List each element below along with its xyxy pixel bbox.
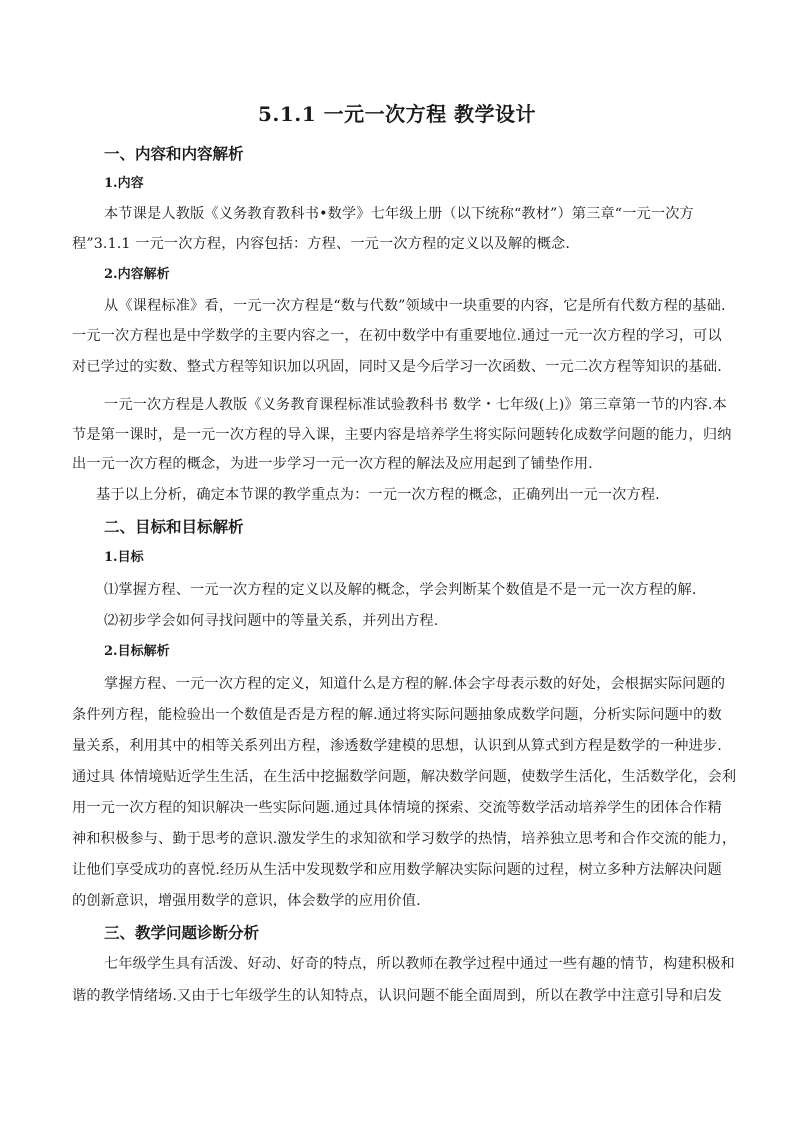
paragraph-line: 程”3.1.1 一元一次方程，内容包括：方程、一元一次方程的定义以及解的概念. — [72, 236, 571, 252]
paragraph-line: 从《课程标准》看，一元一次方程是“数与代数”领域中一块重要的内容，它是所有代数方程的基础. — [104, 298, 726, 314]
section-heading-content: 一、内容和内容解析 — [104, 144, 244, 163]
paragraph-line: 的创新意识，增强用数学的意识，体会数学的应用价值. — [72, 893, 421, 909]
paragraph-line: ⑵初步学会如何寻找问题中的等量关系，并列出方程. — [104, 613, 439, 629]
paragraph-line: 出一元一次方程的概念，为进一步学习一元一次方程的解法及应用起到了铺垫作用. — [72, 456, 593, 472]
paragraph-line: 七年级学生具有活泼、好动、好奇的特点，所以教师在教学过程中通过一些有趣的情节，构建积极和 — [104, 956, 735, 972]
paragraph-line: ⑴掌握方程、一元一次方程的定义以及解的概念，学会判断某个数值是不是一元一次方程的解. — [104, 582, 697, 598]
paragraph-line: 用一元一次方程的知识解决一些实际问题.通过具体情境的探索、交流等数学活动培养学生的团体合作精 — [72, 800, 722, 816]
paragraph-line: 让他们享受成功的喜悦.经历从生活中发现数学和应用数学解决实际问题的过程，树立多种方法解决问题 — [72, 862, 722, 878]
section-heading-diagnosis: 三、教学问题诊断分析 — [104, 923, 260, 942]
subheading-goals-analysis: 2.目标解析 — [104, 644, 170, 659]
subheading-content-analysis: 2.内容解析 — [104, 267, 170, 282]
paragraph-line: 节是第一课时，是一元一次方程的导入课，主要内容是培养学生将实际问题转化成数学问题的能力，归纳 — [72, 427, 732, 443]
paragraph-line: 谐的教学情绪场.又由于七年级学生的认知特点，认识问题不能全面周到，所以在教学中注意引导和启发 — [72, 988, 722, 1004]
paragraph-line: 量关系，利用其中的相等关系列出方程，渗透数学建模的思想，认识到从算式到方程是数学的一种进步. — [72, 738, 722, 754]
paragraph-line: 通过具 体情境贴近学生生活，在生活中挖掘数学问题，解决数学问题，使数学生活化，生活数学化，会利 — [72, 769, 737, 785]
paragraph-line: 基于以上分析，确定本节课的教学重点为：一元一次方程的概念，正确列出一元一次方程. — [96, 487, 660, 503]
paragraph-line: 一元一次方程是人教版《义务教育课程标准试验教科书 数学・七年级(上)》第三章第一节的内容.本 — [104, 397, 727, 413]
paragraph-line: 神和积极参与、勤于思考的意识.激发学生的求知欲和学习数学的热情，培养独立思考和合作交流的能力， — [72, 831, 737, 847]
document-title: 5.1.1 一元一次方程 教学设计 — [257, 102, 537, 126]
paragraph-line: 对已学过的实数、整式方程等知识加以巩固，同时又是今后学习一次函数、一元二次方程等知识的基础. — [72, 359, 722, 375]
paragraph-line: 条件列方程，能检验出一个数值是否是方程的解.通过将实际问题抽象成数学问题，分析实际问题中的数 — [72, 707, 722, 723]
paragraph-line: 掌握方程、一元一次方程的定义，知道什么是方程的解.体会字母表示数的好处，会根据实际问题的 — [104, 676, 726, 692]
section-heading-goals: 二、目标和目标解析 — [104, 517, 244, 536]
paragraph-line: 本节课是人教版《义务教育教科书•数学》七年级上册（以下统称“教材”）第三章“一元一次方 — [104, 206, 694, 222]
subheading-content: 1.内容 — [104, 176, 144, 191]
subheading-goals: 1.目标 — [104, 550, 144, 565]
paragraph-line: 一元一次方程也是中学数学的主要内容之一，在初中数学中有重要地位.通过一元一次方程的学习，可以 — [72, 328, 722, 344]
